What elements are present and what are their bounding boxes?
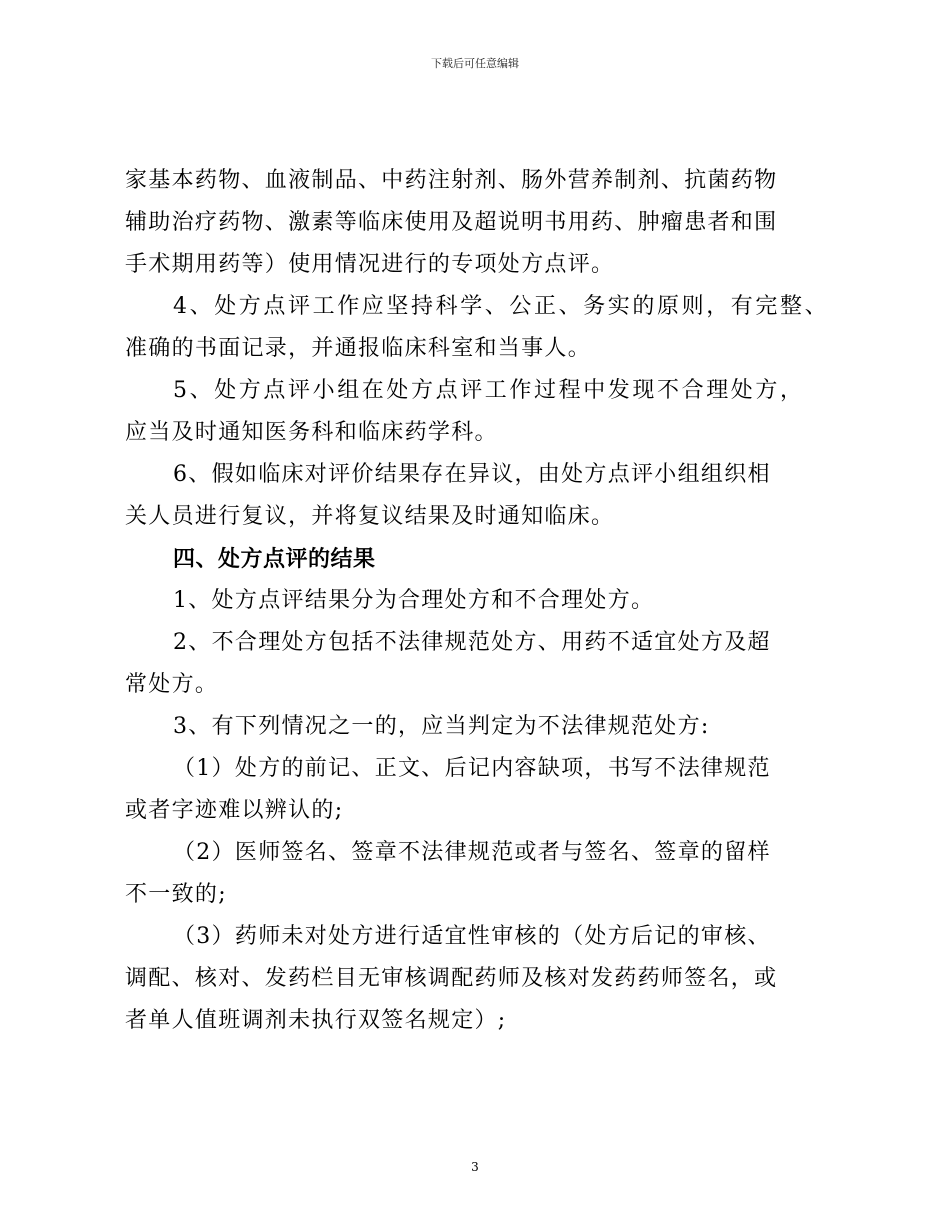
paragraph-4-line: 4、处方点评工作应坚持科学、公正、务实的原则，有完整、 (173, 294, 830, 319)
body-line: 辅助治疗药物、激素等临床使用及超说明书用药、肿瘤患者和围 (125, 210, 778, 235)
body-line: 关人员进行复议，并将复议结果及时通知临床。 (125, 504, 615, 529)
result-item-3: 3、有下列情况之一的，应当判定为不法律规范处方: (173, 714, 710, 739)
body-line: 调配、核对、发药栏目无审核调配药师及核对发药药师签名，或 (125, 966, 778, 991)
body-line: 常处方。 (125, 672, 219, 697)
sub-item-1: （1）处方的前记、正文、后记内容缺项，书写不法律规范 (173, 756, 771, 781)
body-line: 不一致的; (125, 882, 227, 907)
body-line: 者单人值班调剂未执行双签名规定）; (125, 1008, 507, 1033)
body-line: 准确的书面记录，并通报临床科室和当事人。 (125, 336, 592, 361)
body-line: 手术期用药等）使用情况进行的专项处方点评。 (125, 252, 615, 277)
result-item-1: 1、处方点评结果分为合理处方和不合理处方。 (173, 588, 655, 613)
sub-item-3: （3）药师未对处方进行适宜性审核的（处方后记的审核、 (173, 924, 771, 949)
body-line: 应当及时通知医务科和临床药学科。 (125, 420, 498, 445)
paragraph-5-line: 5、处方点评小组在处方点评工作过程中发现不合理处方， (173, 378, 805, 403)
page-header-note: 下载后可任意编辑 (431, 57, 519, 70)
body-line: 或者字迹难以辨认的; (125, 798, 344, 823)
document-body (125, 160, 865, 1042)
paragraph-6-line: 6、假如临床对评价结果存在异议，由处方点评小组组织相 (173, 462, 771, 487)
body-line: 家基本药物、血液制品、中药注射剂、肠外营养制剂、抗菌药物 (125, 168, 778, 193)
page-number: 3 (471, 1160, 479, 1174)
result-item-2: 2、不合理处方包括不法律规范处方、用药不适宜处方及超 (173, 630, 771, 655)
sub-item-2: （2）医师签名、签章不法律规范或者与签名、签章的留样 (173, 840, 771, 865)
section-heading: 四、处方点评的结果 (173, 546, 376, 572)
